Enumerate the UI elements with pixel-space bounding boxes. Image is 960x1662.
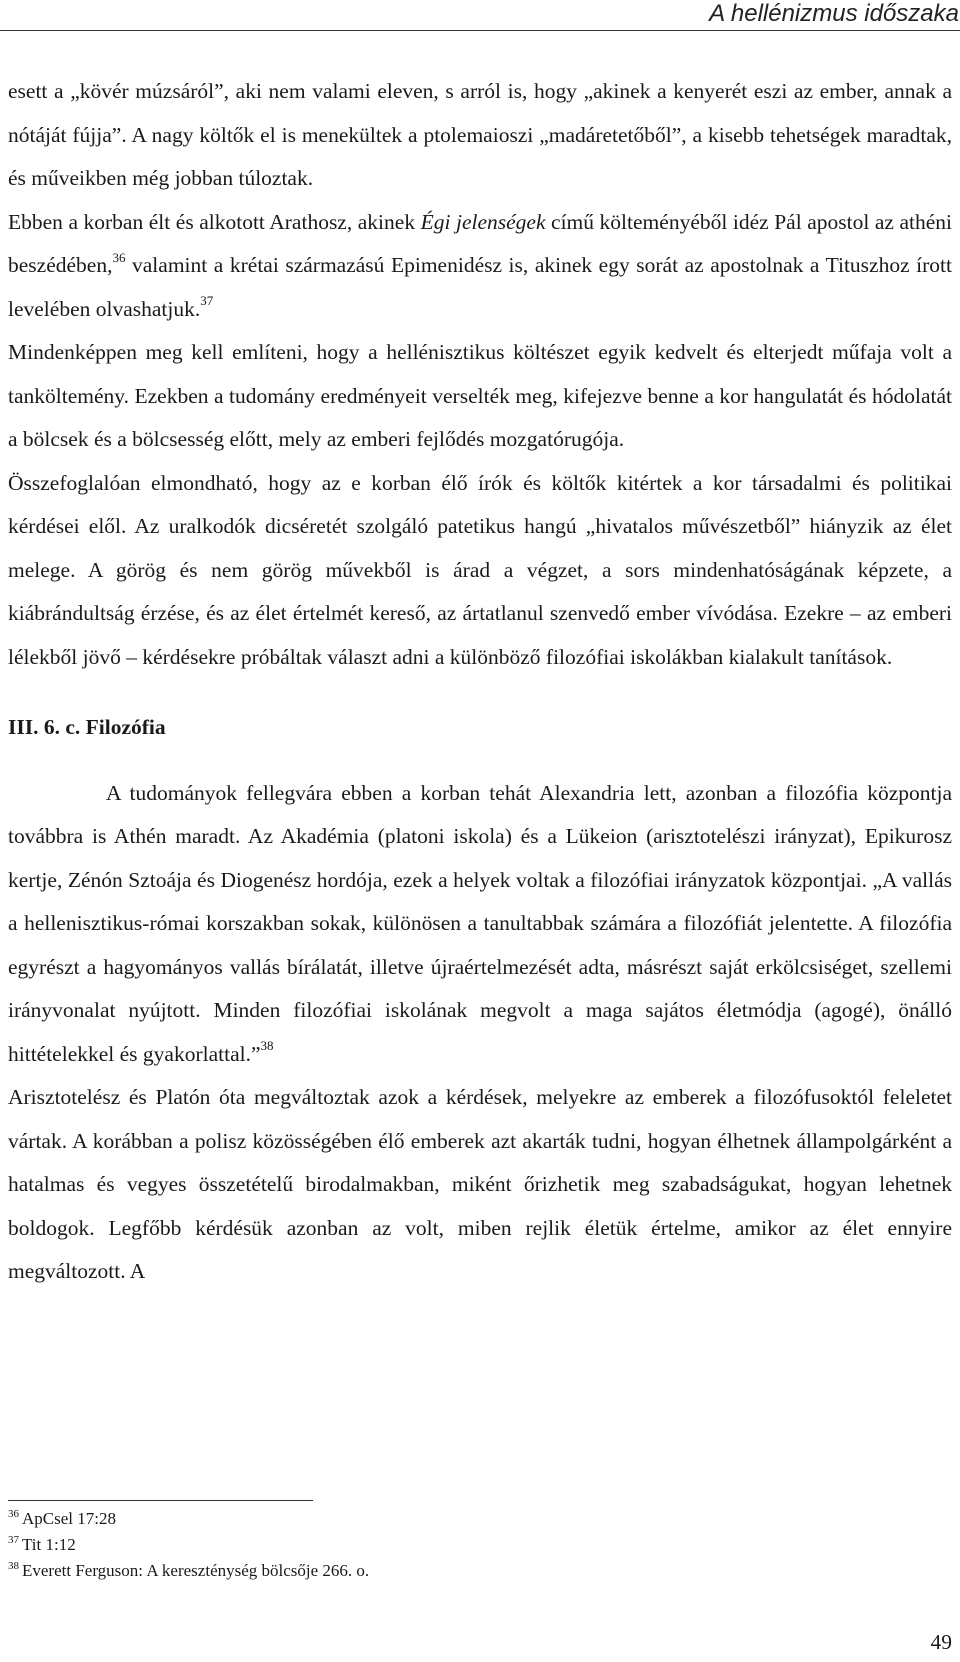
footnote-number: 38 (8, 1560, 19, 1573)
paragraph-2-text-b: című költeményéből idéz Pál apostol az athéni beszédében, (8, 209, 952, 277)
footnote-36 (8, 1506, 908, 1532)
header-rule (0, 30, 960, 31)
paragraph-2-text-c: valamint a krétai származású Epimenidész is, akinek egy sorát az apostolnak a Tituszhoz írott levelében olvashatjuk. (8, 253, 952, 321)
section-heading: III. 6. c. Filozófia (8, 715, 166, 739)
footnote-number: 37 (8, 1534, 19, 1547)
paragraph-4: Összefoglalóan elmondható, hogy az e korban élő írók és költők kitértek a kor társadalmi és politikai kérdései elől. Az uralkodók dicséretét szolgáló patetikus hangú „hivatalos művészetből” hiányzik az élet melege. A görög és nem görög művekből is árad a végzet, a sors mindenhatóságának képzete, a kiábrándultság érzése, és az élet értelmét kereső, az ártatlanul szenvedő ember vívódása. Ezekre – az emberi lélekből jövő – kérdésekre próbáltak választ adni a különböző filozófiai iskolákban kialakult tanítások. (8, 470, 952, 669)
paragraph-6: Arisztotelész és Platón óta megváltoztak azok a kérdések, melyekre az emberek a filozófusoktól feleletet vártak. A korábban a polisz közösségében élő emberek azt akarták tudni, hogyan élhetnek állampolgárként a hatalmas és vegyes összetételű birodalmakban, miként őrizhetik meg szabadságukat, hogyan lehetnek boldogok. Legfőbb kérdésük azonban az volt, miben rejlik életük értelme, amikor az élet ennyire megváltozott. A (8, 1085, 952, 1283)
body-text (8, 70, 952, 1294)
poem-title: Égi jelenségek (420, 209, 546, 234)
paragraph-1: esett a „kövér múzsáról”, aki nem valami eleven, s arról is, hogy „akinek a kenyerét eszi az ember, annak a nótáját fújja”. A nagy költők el is menekültek a ptolemaioszi „madáretetőből”, a kisebb tehetségek maradtak, és műveikben még jobban túloztak. (8, 79, 952, 190)
paragraph-5 (8, 772, 952, 1077)
footnote-rule (8, 1500, 313, 1501)
paragraph-5-text: A tudományok fellegvára ebben a korban tehát Alexandria lett, azonban a filozófia központja továbbra is Athén maradt. Az Akadémia (platoni iskola) és a Lükeion (arisztotelészi irányzat), Epikurosz kertje, Zénón Sztoája és Diogenész hordója, ezek a helyek voltak a filozófiai irányzatok központjai. „A vallás a hellenisztikus-római korszakban sokak, különösen a tanultabbak számára a filozófiát jelentette. A filozófia egyrészt a hagyományos vallás bírálatát, illetve újraértelmezését adta, másrészt saját erkölcsiséget, szellemi irányvonalat nyújtott. Minden filozófiai iskolának megvolt a maga sajátos életmódja (agogé), önálló hittételekkel és gyakorlattal.” (8, 780, 952, 1066)
footnote-38 (8, 1558, 908, 1584)
footnotes (8, 1506, 908, 1584)
paragraph-3: Mindenképpen meg kell említeni, hogy a hellénisztikus költészet egyik kedvelt és elterjedt műfaja volt a tanköltemény. Ezekben a tudomány eredményeit verselték meg, kifejezve benne a kor hangulatát és hódolatát a bölcsek és a bölcsesség előtt, mely az emberi fejlődés mozgatórugója. (8, 340, 952, 451)
footnote-number: 36 (8, 1508, 19, 1521)
paragraph-2-text-a: Ebben a korban élt és alkotott Arathosz, akinek (8, 209, 421, 234)
page-number: 49 (930, 1630, 952, 1654)
footnote-text: Everett Ferguson: A kereszténység bölcsője 266. o. (22, 1561, 370, 1580)
footnote-ref-38[interactable]: 38 (260, 1038, 274, 1054)
running-header: A hellénizmus időszaka (709, 0, 959, 27)
footnote-ref-37[interactable]: 37 (200, 293, 214, 309)
footnote-ref-36[interactable]: 36 (112, 249, 126, 265)
paragraph-2 (8, 201, 952, 332)
footnote-37 (8, 1532, 908, 1558)
footnote-text: ApCsel 17:28 (22, 1509, 116, 1528)
footnote-text: Tit 1:12 (22, 1535, 76, 1554)
